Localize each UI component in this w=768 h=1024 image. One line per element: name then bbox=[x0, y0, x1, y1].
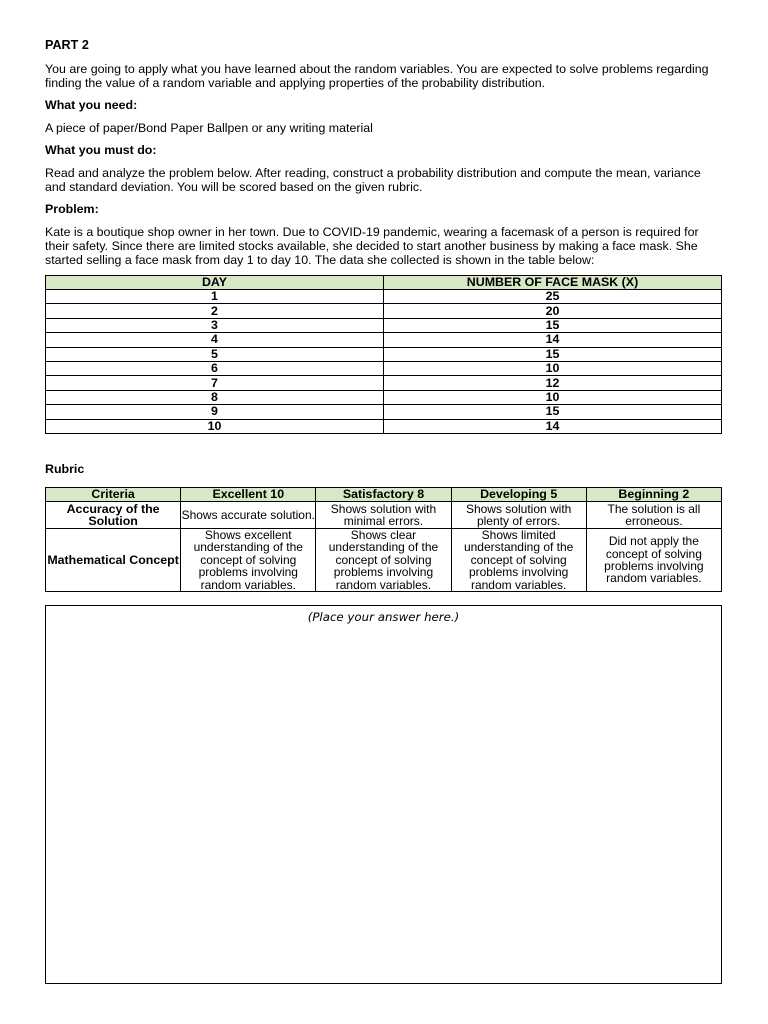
mask-count-cell: 20 bbox=[384, 304, 722, 318]
table-header-row bbox=[46, 276, 722, 290]
rubric-header-row bbox=[46, 487, 722, 501]
mask-count-cell: 10 bbox=[384, 390, 722, 404]
problem-text: Kate is a boutique shop owner in her town. Due to COVID-19 pandemic, wearing a facemask of a person is required for their safety. Since there are limited stocks available, she decided to start another business by making a face mask. She started selling a face mask from day 1 to day 10. The data she collected is shown in the table below: bbox=[45, 225, 699, 267]
answer-hint: (Place your answer here.) bbox=[307, 610, 460, 624]
header-face-mask: NUMBER OF FACE MASK (X) bbox=[384, 276, 722, 290]
mask-count-cell: 10 bbox=[384, 361, 722, 375]
criteria-cell: Mathematical Concept bbox=[46, 528, 181, 591]
rubric-row-concept bbox=[46, 528, 722, 591]
table-row bbox=[46, 333, 722, 347]
problem-heading: Problem: bbox=[45, 202, 99, 216]
answer-box[interactable] bbox=[45, 605, 722, 984]
criteria-cell: Accuracy of the Solution bbox=[46, 501, 181, 528]
rubric-title: Rubric bbox=[45, 461, 85, 476]
day-cell: 6 bbox=[46, 361, 384, 375]
day-cell: 3 bbox=[46, 318, 384, 332]
day-cell: 10 bbox=[46, 419, 384, 433]
table-row bbox=[46, 361, 722, 375]
day-cell: 1 bbox=[46, 290, 384, 304]
table-row bbox=[46, 390, 722, 404]
table-row bbox=[46, 419, 722, 433]
table-row bbox=[46, 290, 722, 304]
day-cell: 8 bbox=[46, 390, 384, 404]
part-title: PART 2 bbox=[45, 38, 89, 52]
rubric-cell: Shows accurate solution. bbox=[181, 501, 316, 528]
rubric-cell: Did not apply the concept of solving problems involving random variables. bbox=[586, 528, 721, 591]
mask-count-cell: 14 bbox=[384, 333, 722, 347]
rubric-table bbox=[45, 487, 722, 592]
need-heading: What you need: bbox=[45, 98, 138, 112]
rubric-row-accuracy bbox=[46, 501, 722, 528]
rubric-cell: The solution is all erroneous. bbox=[586, 501, 721, 528]
table-row bbox=[46, 347, 722, 361]
worksheet bbox=[45, 38, 722, 592]
face-mask-table bbox=[45, 275, 722, 434]
table-row bbox=[46, 405, 722, 419]
mask-count-cell: 12 bbox=[384, 376, 722, 390]
mask-count-cell: 15 bbox=[384, 347, 722, 361]
day-cell: 9 bbox=[46, 405, 384, 419]
header-day: DAY bbox=[46, 276, 384, 290]
day-cell: 4 bbox=[46, 333, 384, 347]
mask-count-cell: 14 bbox=[384, 419, 722, 433]
rubric-header-excellent: Excellent 10 bbox=[181, 487, 316, 501]
mask-count-cell: 15 bbox=[384, 405, 722, 419]
table-row bbox=[46, 376, 722, 390]
rubric-cell: Shows solution with minimal errors. bbox=[316, 501, 451, 528]
day-cell: 5 bbox=[46, 347, 384, 361]
rubric-header-developing: Developing 5 bbox=[451, 487, 586, 501]
table-row bbox=[46, 304, 722, 318]
rubric-header-criteria: Criteria bbox=[46, 487, 181, 501]
must-text: Read and analyze the problem below. After reading, construct a probability distribution and compute the mean, variance and standard deviation. You will be scored based on the given rubric. bbox=[45, 166, 701, 194]
rubric-cell: Shows clear understanding of the concept of solving problems involving random variables. bbox=[316, 528, 451, 591]
mask-count-cell: 25 bbox=[384, 290, 722, 304]
day-cell: 7 bbox=[46, 376, 384, 390]
rubric-header-beginning: Beginning 2 bbox=[586, 487, 721, 501]
rubric-cell: Shows solution with plenty of errors. bbox=[451, 501, 586, 528]
day-cell: 2 bbox=[46, 304, 384, 318]
must-heading: What you must do: bbox=[45, 143, 157, 157]
intro-paragraph: You are going to apply what you have learned about the random variables. You are expected to solve problems regarding finding the value of a random variable and applying properties of the probability distribution. bbox=[45, 62, 709, 90]
rubric-cell: Shows excellent understanding of the concept of solving problems involving random variables. bbox=[181, 528, 316, 591]
rubric-cell: Shows limited understanding of the concept of solving problems involving random variables. bbox=[451, 528, 586, 591]
rubric-header-satisfactory: Satisfactory 8 bbox=[316, 487, 451, 501]
need-text: A piece of paper/Bond Paper Ballpen or any writing material bbox=[45, 121, 373, 135]
mask-count-cell: 15 bbox=[384, 318, 722, 332]
table-row bbox=[46, 318, 722, 332]
